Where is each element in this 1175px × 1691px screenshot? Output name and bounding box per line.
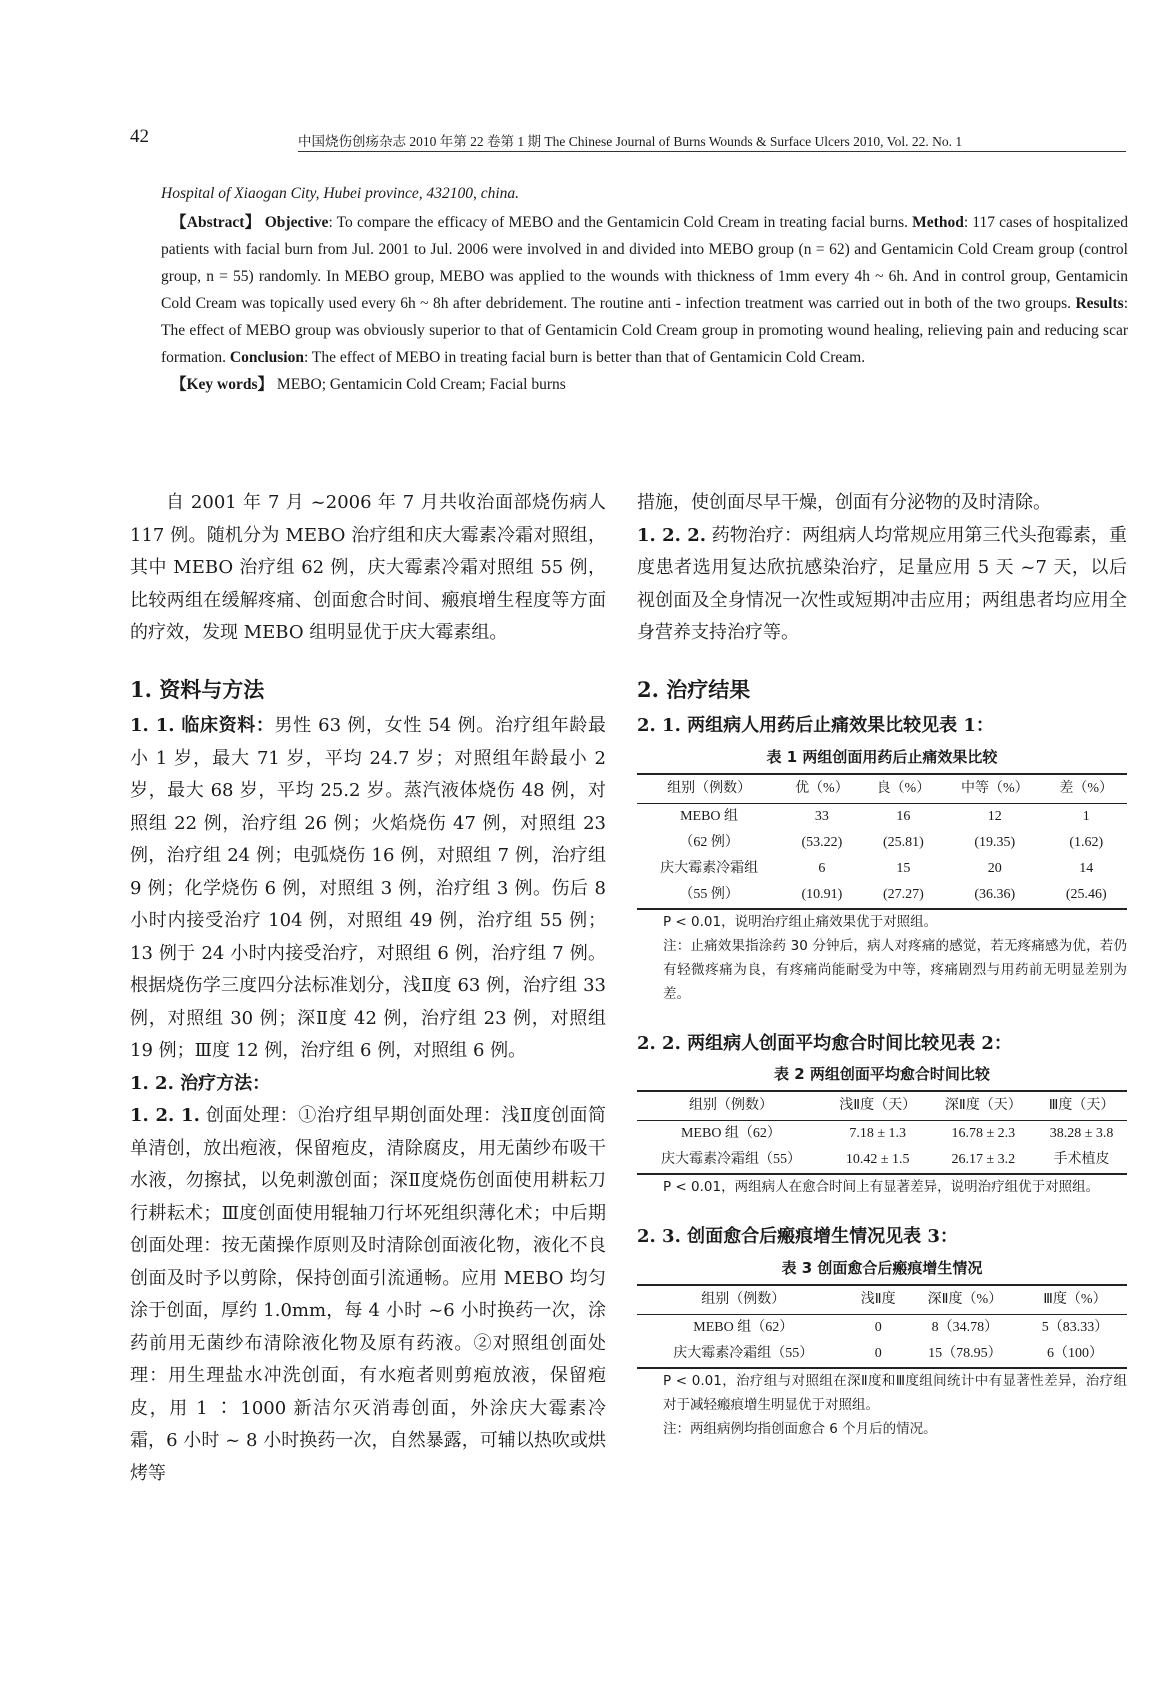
table-header-cell: 组别（例数）	[637, 1091, 825, 1121]
table-cell: 15（78.95）	[907, 1341, 1023, 1368]
table-cell: (27.27)	[863, 882, 945, 909]
table-2	[637, 1090, 1127, 1175]
table-cell: 庆大霉素冷霜组	[660, 860, 759, 876]
table-cell: (36.36)	[944, 882, 1045, 909]
table-header-cell: 差（%）	[1045, 774, 1127, 804]
section-1-2-1-text: 创面处理：①治疗组早期创面处理：浅Ⅱ度创面简单清创，放出疱液，保留疱皮，清除腐皮，用无菌纱布吸干水液，勿擦拭，以免刺激创面；深Ⅱ度烧伤创面使用耕耘刀行耕耘术；Ⅲ度创面使用辊轴刀行坏死组织薄化术；中后期创面处理：按无菌操作原则及时清除创面液化物，液化不良创面及时予以剪除，保持创面引流通畅。应用 MEBO 均匀涂于创面，厚约 1.0mm，每 4 小时 ~6 小时换药一次，涂药前用无菌纱布清除液化物及原有药液。②对照组创面处理：用生理盐水冲洗创面，有水疱者则剪疱放液，保留疱皮，用 1 ∶ 1000 新洁尔灭消毒创面，外涂庆大霉素冷霜，6 小时 ~ 8 小时换药一次，自然暴露，可辅以热吹或烘烤等	[130, 1105, 606, 1484]
table-header-cell: 深Ⅱ度（%）	[907, 1285, 1023, 1315]
table-cell: 0	[850, 1341, 907, 1368]
table-row	[637, 1147, 1127, 1174]
table-row	[637, 1341, 1127, 1368]
table-1	[637, 773, 1127, 910]
table-1-note: 注：止痛效果指涂药 30 分钟后，病人对疼痛的感觉，若无疼痛感为优，若仍有轻微疼痛为良，有疼痛尚能耐受为中等，疼痛剧烈与用药前无明显差别为差。	[663, 937, 1127, 1002]
abstract	[161, 180, 1128, 398]
table-2-caption: 表 2 两组创面平均愈合时间比较	[774, 1065, 990, 1083]
table-cell: 38.28 ± 3.8	[1049, 1126, 1114, 1141]
method-label: Method	[912, 214, 964, 231]
conclusion-label: Conclusion	[229, 349, 304, 366]
table-cell: 20	[987, 860, 1002, 876]
table-cell: 1	[1082, 808, 1090, 824]
table-cell: 12	[987, 808, 1002, 824]
objective-label: 【Abstract】 Objective	[171, 214, 329, 231]
table-3	[637, 1284, 1127, 1369]
table-row	[637, 1121, 1127, 1148]
table-cell: 庆大霉素冷霜组（55）	[637, 1147, 825, 1174]
keywords	[161, 371, 1128, 398]
table-header-cell: 浅Ⅱ度（天）	[825, 1091, 931, 1121]
table-cell: MEBO 组	[680, 808, 739, 824]
table-cell: (1.62)	[1069, 834, 1104, 850]
section-1-2-2	[637, 520, 1127, 650]
table-cell: 6（100）	[1023, 1341, 1127, 1368]
page-number: 42	[130, 126, 149, 147]
table-cell: (53.22)	[801, 834, 843, 850]
table-cell: MEBO 组（62）	[680, 1126, 781, 1141]
table-header-cell: 组别（例数）	[637, 774, 781, 804]
section-1-2-1-label: 1. 2. 1.	[130, 1105, 200, 1126]
method-text: : 117 cases of hospitalized patients with facial burn from Jul. 2001 to Jul. 2006 were involved in and divided into MEBO group (n = 62) and Gentamicin Cold Cream group (control group, n = 55) randomly. In MEBO group, MEBO was applied to the wounds with thickness of 1mm every 4h ~ 6h. And in control group, Gentamicin Cold Cream was topically used every 6h ~ 8h after debridement. The routine anti - infection treatment was carried out in both of the two groups.	[161, 214, 1129, 312]
section-2-1-title: 2. 1. 两组病人用药后止痛效果比较见表 1：	[637, 715, 994, 736]
conclusion-text: : The effect of MEBO in treating facial burn is better than that of Gentamicin Cold Cream.	[303, 349, 866, 366]
table-header-cell: Ⅲ度（%）	[1023, 1285, 1127, 1315]
table-cell: 8（34.78）	[931, 1319, 999, 1335]
table-3-caption: 表 3 创面愈合后瘢痕增生情况	[781, 1258, 983, 1277]
table-cell: 16	[896, 808, 911, 824]
table-header-cell: 中等（%）	[944, 774, 1045, 804]
table-cell: 庆大霉素冷霜组（55）	[637, 1341, 850, 1368]
table-header-cell: 组别（例数）	[637, 1285, 850, 1315]
section-1-1	[130, 710, 606, 1068]
results-text: : The effect of MEBO group was obviously superior to that of Gentamicin Cold Cream group in promoting wound healing, relieving pain and reducing scar formation.	[161, 295, 1128, 366]
table-cell: (25.81)	[882, 834, 924, 850]
section-1-2-2-label: 1. 2. 2.	[637, 524, 707, 546]
table-row	[637, 856, 1127, 882]
table-row	[637, 830, 1127, 856]
table-1-note-p: P < 0.01，说明治疗组止痛效果优于对照组。	[663, 913, 938, 930]
table-cell: 14	[1079, 860, 1094, 876]
table-header-cell: 深Ⅱ度（天）	[931, 1091, 1037, 1121]
table-cell: 33	[814, 808, 829, 824]
table-cell: （55 例）	[637, 882, 781, 909]
table-3-note-p: P < 0.01，治疗组与对照组在深Ⅱ度和Ⅲ度组间统计中有显著性差异，治疗组对于减轻瘢痕增生明显优于对照组。	[663, 1372, 1127, 1413]
table-cell: 16.78 ± 2.3	[951, 1126, 1016, 1141]
table-cell: 26.17 ± 3.2	[931, 1147, 1037, 1174]
section-2-3-title: 2. 3. 创面愈合后瘢痕增生情况见表 3：	[637, 1226, 958, 1247]
table-cell: MEBO 组（62）	[693, 1319, 794, 1335]
table-header-cell: 浅Ⅱ度	[850, 1285, 907, 1315]
table-cell: 0	[874, 1319, 882, 1335]
table-cell: 15	[896, 860, 911, 876]
table-cell: 5（83.33）	[1041, 1319, 1109, 1335]
section-2-title: 2. 治疗结果	[637, 676, 751, 702]
table-row	[637, 1314, 1127, 1341]
section-1-title: 1. 资料与方法	[130, 676, 265, 702]
table-cell: 手术植皮	[1036, 1147, 1127, 1174]
affiliation: Hospital of Xiaogan City, Hubei province, 432100, china.	[161, 185, 520, 202]
continued-paragraph: 措施，使创面尽早干燥，创面有分泌物的及时清除。	[637, 492, 1051, 513]
table-row	[637, 803, 1127, 830]
right-column	[637, 487, 1127, 1441]
results-label: Results	[1075, 295, 1124, 312]
table-cell: (19.35)	[974, 834, 1016, 850]
table-1-caption: 表 1 两组创面用药后止痛效果比较	[766, 747, 998, 766]
table-cell: (10.91)	[781, 882, 863, 909]
abstract-body	[161, 209, 1128, 371]
section-1-2-title: 1. 2. 治疗方法：	[130, 1072, 271, 1094]
table-cell: 7.18 ± 1.3	[849, 1126, 907, 1141]
table-cell: （62 例）	[679, 834, 739, 850]
table-header-cell: Ⅲ度（天）	[1036, 1091, 1127, 1121]
section-1-1-label: 1. 1. 临床资料：	[130, 715, 275, 736]
table-row	[637, 882, 1127, 909]
keywords-text: MEBO; Gentamicin Cold Cream; Facial burns	[273, 376, 566, 393]
table-cell: 10.42 ± 1.5	[825, 1147, 931, 1174]
intro-paragraph: 自 2001 年 7 月 ~2006 年 7 月共收治面部烧伤病人 117 例。随机分为 MEBO 治疗组和庆大霉素冷霜对照组，其中 MEBO 治疗组 62 例，庆大霉素冷霜对照组 55 例，比较两组在缓解疼痛、创面愈合时间、瘢痕增生程度等方面的疗效，发现 MEBO 组明显优于庆大霉素组。	[130, 492, 606, 643]
section-2-2-title: 2. 2. 两组病人创面平均愈合时间比较见表 2：	[637, 1032, 1012, 1054]
table-header-cell: 良（%）	[863, 774, 945, 804]
section-1-2-1	[130, 1100, 606, 1490]
running-header: 中国烧伤创疡杂志 2010 年第 22 卷第 1 期 The Chinese Journal of Burns Wounds & Surface Ulcers 2010, Vol. 22. No. 1	[298, 134, 963, 149]
section-1-1-text: 男性 63 例，女性 54 例。治疗组年龄最小 1 岁，最大 71 岁，平均 24.7 岁；对照组年龄最小 2 岁，最大 68 岁，平均 25.2 岁。蒸汽液体烧伤 48 例，对照组 22 例，治疗组 26 例；火焰烧伤 47 例，对照组 23 例，治疗组 24 例；电弧烧伤 16 例，对照组 7 例，治疗组 9 例；化学烧伤 6 例，对照组 3 例，治疗组 3 例。伤后 8 小时内接受治疗 104 例，对照组 49 例，治疗组 55 例；13 例于 24 小时内接受治疗，对照组 6 例，治疗组 7 例。根据烧伤学三度四分法标准划分，浅Ⅱ度 63 例，治疗组 33 例，对照组 30 例；深Ⅱ度 42 例，治疗组 23 例，对照组 19 例；Ⅲ度 12 例，治疗组 6 例，对照组 6 例。	[130, 715, 606, 1061]
keywords-label: 【Key words】	[171, 376, 274, 393]
table-2-note: P < 0.01，两组病人在愈合时间上有显著差异，说明治疗组优于对照组。	[663, 1179, 1100, 1195]
table-cell: (25.46)	[1045, 882, 1127, 909]
table-cell: 6	[818, 860, 826, 876]
objective-text: : To compare the efficacy of MEBO and the Gentamicin Cold Cream in treating facial burns.	[328, 214, 913, 231]
header-rule	[298, 151, 1126, 152]
table-header-cell: 优（%）	[781, 774, 863, 804]
section-1-2-2-text: 药物治疗：两组病人均常规应用第三代头孢霉素，重度患者选用复达欣抗感染治疗，足量应用 5 天 ~7 天，以后视创面及全身情况一次性或短期冲击应用；两组患者均应用全身营养支持治疗等。	[637, 524, 1127, 643]
left-column	[130, 487, 606, 1490]
table-3-note: 注：两组病例均指创面愈合 6 个月后的情况。	[663, 1420, 937, 1437]
